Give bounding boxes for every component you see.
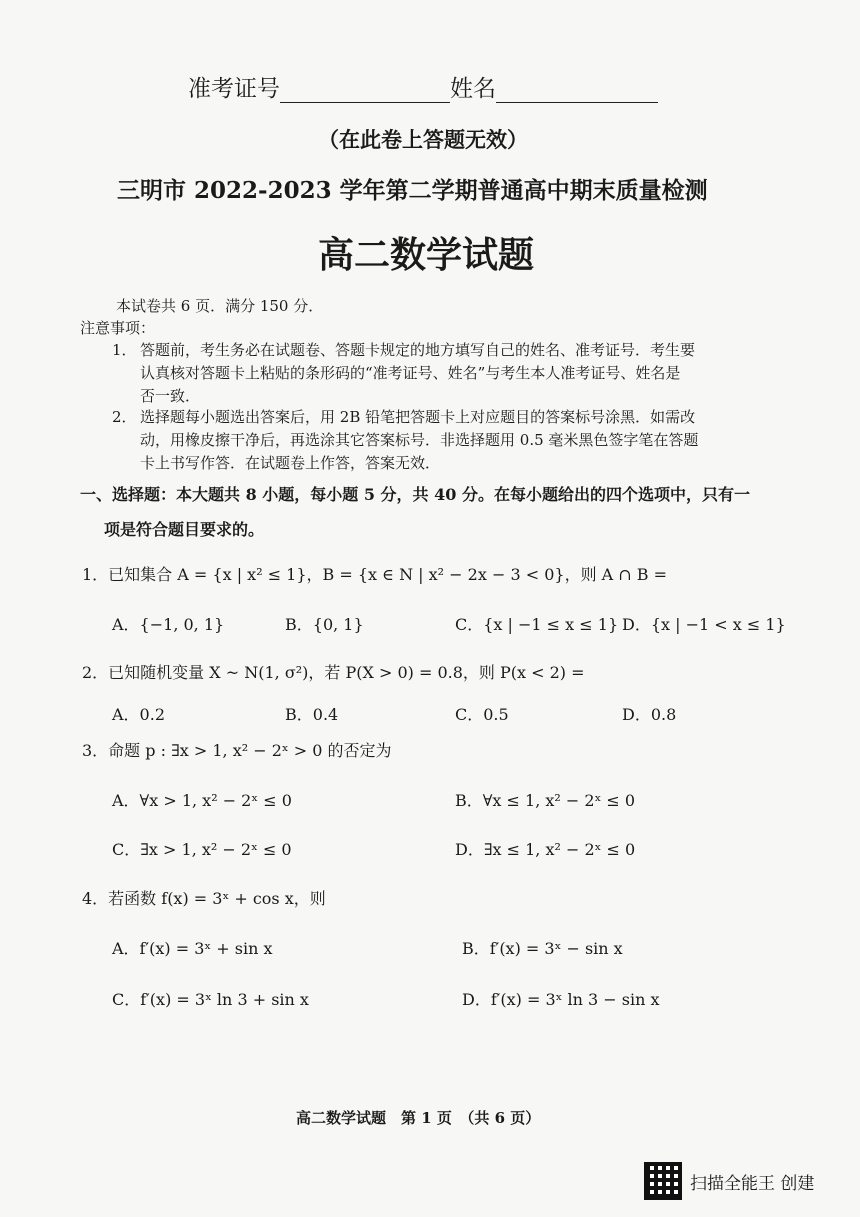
- notice-item-2: [112, 406, 137, 429]
- question-3-option-d: D．∃x ≤ 1, x² − 2ˣ ≤ 0: [455, 840, 636, 859]
- question-1-option-d: D．{x | −1 < x ≤ 1}: [622, 615, 786, 634]
- section-heading-line-1: 一、选择题：本大题共 8 小题，每小题 5 分，共 40 分。在每小题给出的四个选项中，只有一: [80, 485, 750, 504]
- question-2-stem: 2．已知随机变量 X ~ N(1, σ²)，若 P(X > 0) = 0.8，则 P(x < 2) =: [82, 663, 585, 682]
- question-2-option-d: D．0.8: [622, 705, 677, 724]
- qr-code-icon: [644, 1162, 682, 1200]
- candidate-info-row: [188, 70, 658, 103]
- question-4-option-b: B．f′(x) = 3ˣ − sin x: [462, 939, 623, 958]
- notice-item-2-text: [140, 406, 698, 475]
- question-1-option-c: C．{x | −1 ≤ x ≤ 1}: [455, 615, 619, 634]
- question-1-option-b: B．{0, 1}: [285, 615, 364, 634]
- notice-item-num: 2．: [112, 408, 137, 426]
- question-3-option-b: B．∀x ≤ 1, x² − 2ˣ ≤ 0: [455, 791, 636, 810]
- question-3-option-a: A．∀x > 1, x² − 2ˣ ≤ 0: [112, 791, 292, 810]
- name-blank: [496, 80, 658, 103]
- notice-label: 注意事项：: [80, 319, 156, 337]
- question-3-option-c: C．∃x > 1, x² − 2ˣ ≤ 0: [112, 840, 292, 859]
- notice-line: 选择题每小题选出答案后，用 2B 铅笔把答题卡上对应题目的答案标号涂黑．如需改: [140, 408, 696, 426]
- scanner-watermark: [644, 1162, 814, 1200]
- notice-item-num: 1．: [112, 341, 137, 359]
- page-footer: 高二数学试题 第 1 页 （共 6 页）: [296, 1109, 541, 1127]
- name-label: 姓名: [450, 76, 496, 102]
- question-3-stem: 3．命题 p : ∃x > 1, x² − 2ˣ > 0 的否定为: [82, 741, 392, 760]
- section-heading-line-2: 项是符合题目要求的。: [104, 520, 265, 539]
- exam-id-blank: [280, 80, 450, 103]
- scanner-label: 扫描全能王 创建: [690, 1173, 815, 1194]
- subject-title: 高二数学试题: [318, 235, 535, 276]
- exam-title: 三明市 2022-2023 学年第二学期普通高中期末质量检测: [117, 177, 708, 204]
- question-2-option-c: C．0.5: [455, 705, 509, 724]
- question-4-option-a: A．f′(x) = 3ˣ + sin x: [112, 939, 273, 958]
- question-4-stem: 4．若函数 f(x) = 3ˣ + cos x，则: [82, 889, 326, 908]
- question-1-stem: 1．已知集合 A = {x | x² ≤ 1}，B = {x ∈ N | x² − 2x − 3 < 0}，则 A ∩ B =: [82, 565, 668, 584]
- question-1-option-a: A．{−1, 0, 1}: [112, 615, 225, 634]
- question-2-option-a: A．0.2: [112, 705, 166, 724]
- invalid-note: （在此卷上答题无效）: [318, 127, 528, 152]
- exam-id-label: 准考证号: [188, 76, 280, 102]
- question-4-option-c: C．f′(x) = 3ˣ ln 3 + sin x: [112, 990, 309, 1009]
- notice-line: 认真核对答题卡上粘贴的条形码的“准考证号、姓名”与考生本人准考证号、姓名是: [140, 364, 681, 382]
- question-2-option-b: B．0.4: [285, 705, 339, 724]
- notice-line: 答题前，考生务必在试题卷、答题卡规定的地方填写自己的姓名、准考证号．考生要: [140, 341, 696, 359]
- notice-line: 否一致．: [140, 387, 201, 405]
- question-4-option-d: D．f′(x) = 3ˣ ln 3 − sin x: [462, 990, 660, 1009]
- exam-summary: 本试卷共 6 页．满分 150 分．: [116, 297, 324, 315]
- notice-line: 动，用橡皮擦干净后，再选涂其它答案标号．非选择题用 0.5 毫米黑色签字笔在答题: [140, 431, 699, 449]
- notice-line: 卡上书写作答．在试题卷上作答，答案无效．: [140, 454, 441, 472]
- notice-item-1: [112, 339, 137, 362]
- notice-item-1-text: [140, 339, 695, 408]
